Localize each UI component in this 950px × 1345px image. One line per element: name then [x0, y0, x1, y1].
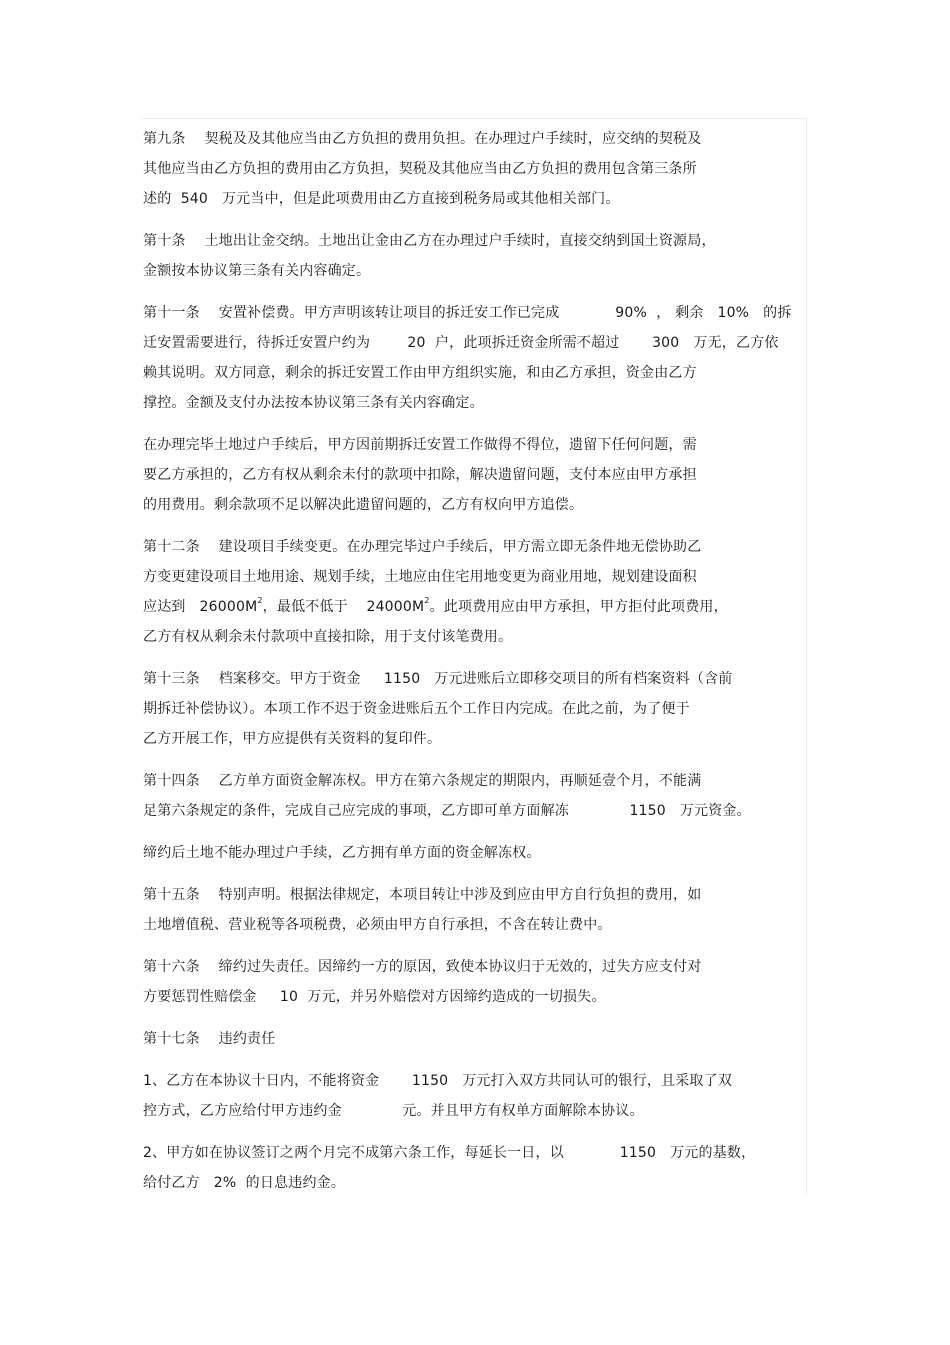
text-line: 在办理完毕土地过户手续后，甲方因前期拆迁安置工作做得不得位，遗留下任何问题，需	[143, 437, 697, 453]
article-11-paragraph	[143, 298, 805, 418]
text-line: 缔约后土地不能办理过户手续，乙方拥有单方面的资金解冻权。	[143, 845, 541, 861]
text-line: 期拆迁补偿协议）。本项工作不迟于资金进账后五个工作日内完成。在此之前，为了便于	[143, 701, 690, 717]
text-line: 要乙方承担的，乙方有权从剩余未付的款项中扣除，解决遗留问题，支付本应由甲方承担	[143, 467, 697, 483]
article-17-item-2-paragraph	[143, 1138, 805, 1198]
text-line: 迁安置需要进行，待拆迁安置户约为 20 户，此项拆迁资金所需不超过 300 万无，乙方依	[143, 335, 779, 351]
document-body	[143, 124, 805, 1210]
area-line	[143, 592, 805, 622]
text-line: 其他应当由乙方负担的费用由乙方负担，契税及其他应当由乙方负担的费用包含第三条所	[143, 161, 697, 177]
article-9-paragraph	[143, 124, 805, 214]
article-17-item-1-paragraph	[143, 1066, 805, 1126]
superscript-squared: 2	[257, 596, 263, 605]
article-13-paragraph	[143, 664, 805, 754]
text-line: 1、乙方在本协议十日内，不能将资金 1150 万元打入双方共同认可的银行，且采取了双	[143, 1073, 733, 1089]
text-line: 第十一条 安置补偿费。甲方声明该转让项目的拆迁安工作已完成 90% ， 剩余 10% 的拆	[143, 305, 792, 321]
article-11-continuation-paragraph	[143, 430, 805, 520]
text-line: 的用费用。剩余款项不足以解决此遗留问题的，乙方有权向甲方追偿。	[143, 497, 584, 513]
article-10-paragraph	[143, 226, 805, 286]
text-line: 土地增值税、营业税等各项税费，必须由甲方自行承担，不含在转让费中。	[143, 917, 612, 933]
article-15-paragraph	[143, 880, 805, 940]
text-line: 第十二条 建设项目手续变更。在办理完毕过户手续后，甲方需立即无条件地无偿协助乙	[143, 539, 702, 555]
article-14-paragraph	[143, 766, 805, 826]
text-line: 撑控。金额及支付办法按本协议第三条有关内容确定。	[143, 395, 484, 411]
area-line-suffix: 。此项费用应由甲方承担，甲方拒付此项费用，	[429, 599, 728, 615]
text-line: 乙方有权从剩余未付款项中直接扣除，用于支付该笔费用。	[143, 629, 513, 645]
area-line-prefix: 应达到 26000M	[143, 599, 258, 615]
text-line: 方要惩罚性赔偿金 10 万元，并另外赔偿对方因缔约造成的一切损失。	[143, 989, 606, 1005]
text-line: 第十六条 缔约过失责任。因缔约一方的原因，致使本协议归于无效的，过失方应支付对	[143, 959, 702, 975]
text-line: 给付乙方 2% 的日息违约金。	[143, 1175, 346, 1191]
text-line: 2、甲方如在协议签订之两个月完不成第六条工作，每延长一日，以 1150 万元的基数，	[143, 1145, 756, 1161]
text-line: 第十七条 违约责任	[143, 1031, 276, 1047]
text-line: 第十三条 档案移交。甲方于资金 1150 万元进账后立即移交项目的所有档案资料（含前	[143, 671, 733, 687]
article-16-paragraph	[143, 952, 805, 1012]
text-line: 述的 540 万元当中，但是此项费用由乙方直接到税务局或其他相关部门。	[143, 191, 620, 207]
text-line: 控方式，乙方应给付甲方违约金 元。并且甲方有权单方面解除本协议。	[143, 1103, 644, 1119]
text-line: 第十五条 特别声明。根据法律规定，本项目转让中涉及到应由甲方自行负担的费用，如	[143, 887, 702, 903]
text-line: 足第六条规定的条件，完成自己应完成的事项，乙方即可单方面解冻 1150 万元资金。	[143, 803, 751, 819]
text-line: 第十条 土地出让金交纳。土地出让金由乙方在办理过户手续时，直接交纳到国土资源局，	[143, 233, 716, 249]
article-17-heading-paragraph	[143, 1024, 805, 1054]
text-line: 赖其说明。双方同意，剩余的拆迁安置工作由甲方组织实施，和由乙方承担，资金由乙方	[143, 365, 697, 381]
superscript-squared: 2	[424, 596, 430, 605]
text-line: 金额按本协议第三条有关内容确定。	[143, 263, 371, 279]
text-line: 乙方开展工作，甲方应提供有关资料的复印件。	[143, 731, 442, 747]
article-14-continuation-paragraph	[143, 838, 805, 868]
article-12-paragraph	[143, 532, 805, 652]
text-line: 方变更建设项目土地用途、规划手续，土地应由住宅用地变更为商业用地，规划建设面积	[143, 569, 697, 585]
text-line: 第十四条 乙方单方面资金解冻权。甲方在第六条规定的期限内，再顺延壹个月，不能满	[143, 773, 702, 789]
text-line: 第九条 契税及及其他应当由乙方负担的费用负担。在办理过户手续时，应交纳的契税及	[143, 131, 702, 147]
area-line-middle: ，最低不低于 24000M	[262, 599, 425, 615]
